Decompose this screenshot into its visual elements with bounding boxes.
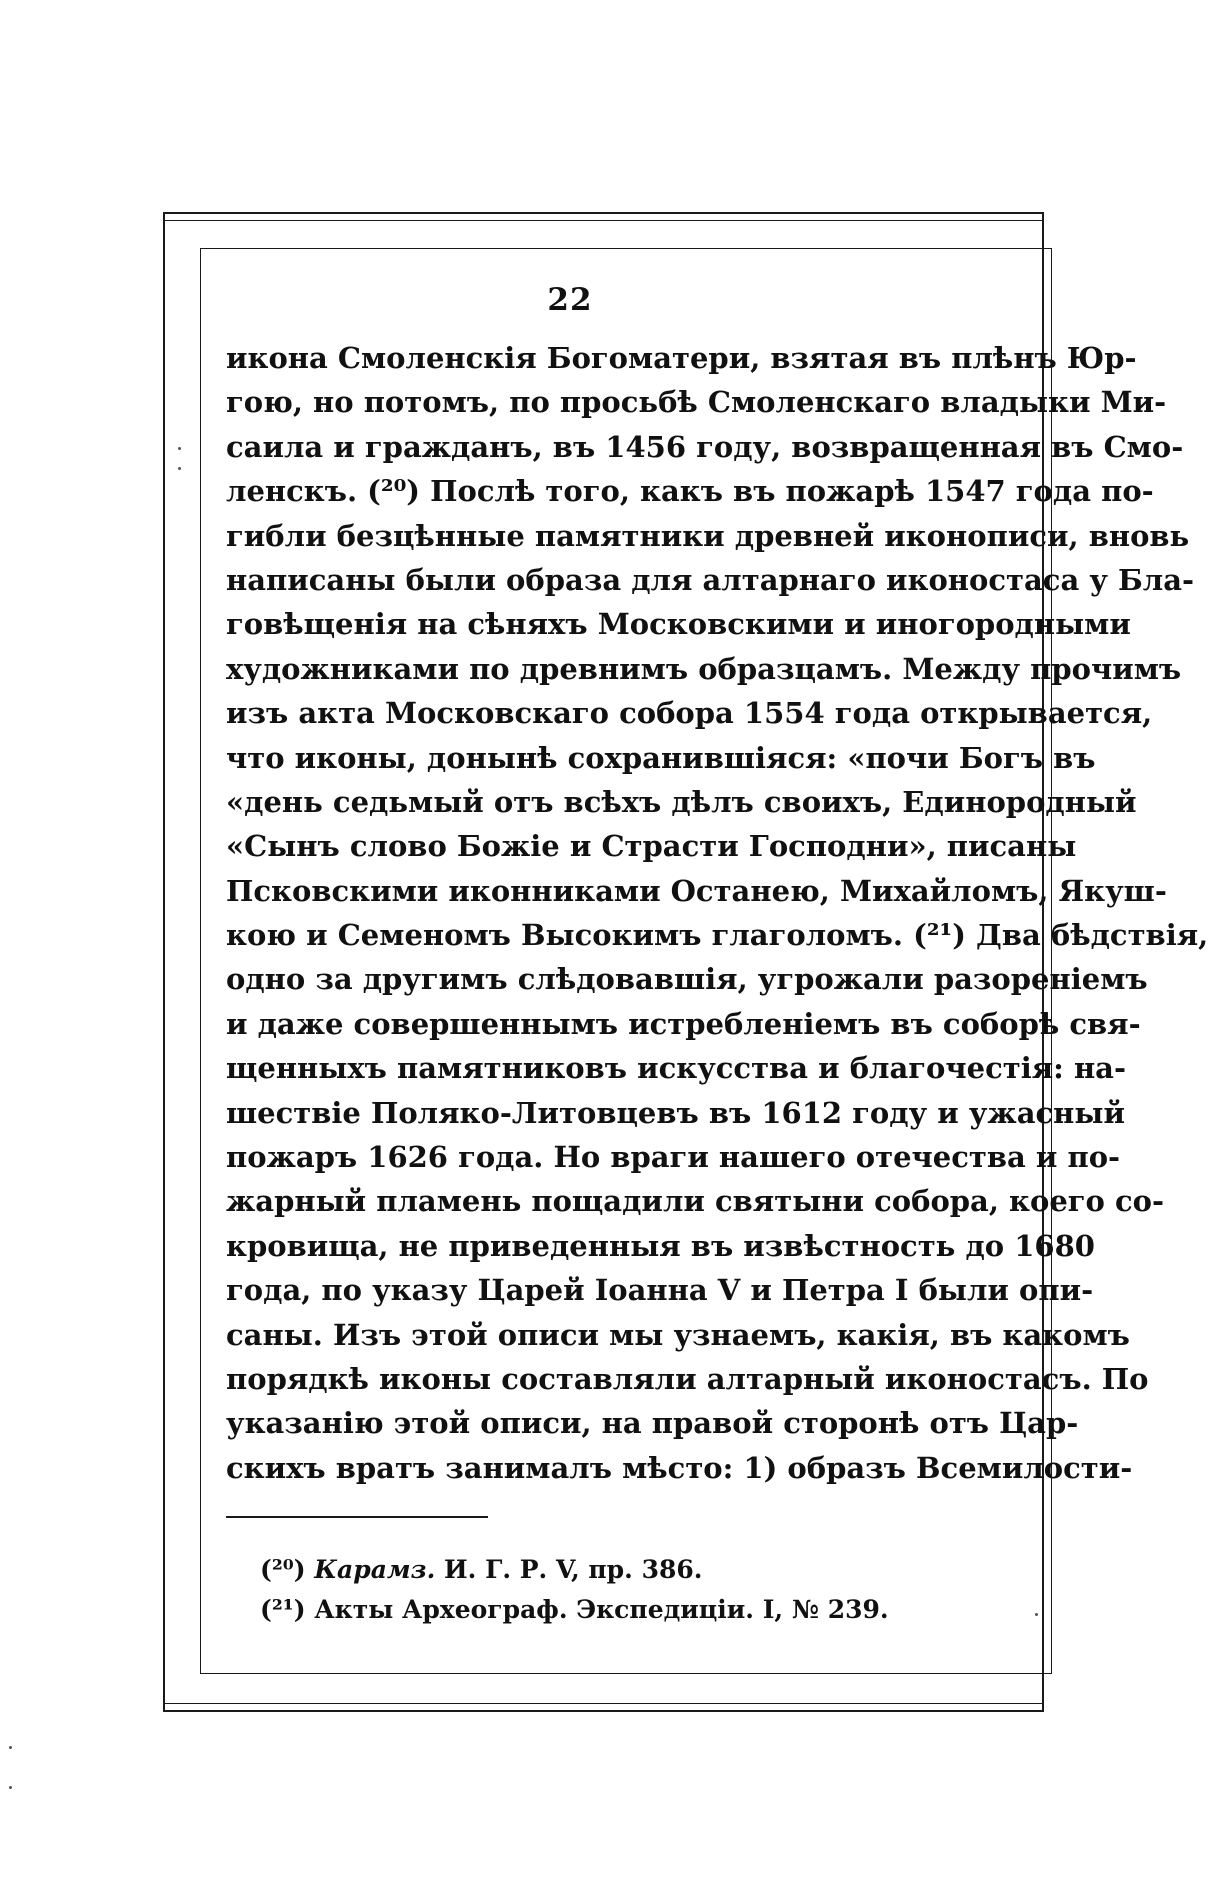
footnote-20 xyxy=(260,1550,960,1590)
text-line: «Сынъ слово Божіе и Страсти Господни», писаны xyxy=(226,829,1077,864)
page-number: 22 xyxy=(547,282,593,318)
text-line: саны. Изъ этой описи мы узнаемъ, какія, въ какомъ xyxy=(226,1317,1130,1352)
text-line: что иконы, донынѣ сохранившіяся: «почи Богъ въ xyxy=(226,740,1096,775)
text-line: скихъ вратъ занималъ мѣсто: 1) образъ Всемилости- xyxy=(226,1450,1133,1485)
text-line: жарный пламень пощадили святыни собора, коего со- xyxy=(226,1184,1165,1219)
body-text xyxy=(226,336,1208,1490)
text-line: пожаръ 1626 года. Но враги нашего отечества и по- xyxy=(226,1140,1121,1175)
text-line: порядкѣ иконы составляли алтарный иконостасъ. По xyxy=(226,1361,1149,1396)
text-line: саила и гражданъ, въ 1456 году, возвращенная въ Смо- xyxy=(226,429,1184,464)
footnotes xyxy=(260,1550,960,1630)
text-line: «день седьмый отъ всѣхъ дѣлъ своихъ, Единородный xyxy=(226,784,1137,819)
footnote-source: Карамз. xyxy=(314,1555,436,1584)
text-line: написаны были образа для алтарнаго иконостаса у Бла- xyxy=(226,562,1195,597)
text-line: года, по указу Царей Іоанна V и Петра I были опи- xyxy=(226,1273,1094,1308)
margin-speck xyxy=(1035,1613,1038,1616)
text-line: указанію этой описи, на правой сторонѣ отъ Цар- xyxy=(226,1406,1079,1441)
text-line: щенныхъ памятниковъ искусства и благочестія: на- xyxy=(226,1051,1126,1086)
footnote-separator xyxy=(226,1516,488,1518)
outer-frame-bottom-rule xyxy=(163,1703,1044,1704)
margin-speck xyxy=(9,1786,12,1789)
footnote-marker: (²⁰) xyxy=(260,1555,306,1584)
margin-speck xyxy=(178,467,181,470)
footnote-marker: (²¹) xyxy=(260,1595,306,1624)
footnote-21 xyxy=(260,1590,960,1630)
text-line: кою и Семеномъ Высокимъ глаголомъ. (²¹) Два бѣдствія, xyxy=(226,918,1208,953)
margin-speck xyxy=(178,447,181,450)
text-line: изъ акта Московскаго собора 1554 года открывается, xyxy=(226,696,1153,731)
outer-frame-top-rule xyxy=(163,220,1044,221)
text-line: икона Смоленскія Богоматери, взятая въ плѣнъ Юр- xyxy=(226,341,1137,375)
margin-speck xyxy=(9,1746,12,1749)
footnote-text: И. Г. Р. V, пр. 386. xyxy=(444,1555,703,1584)
text-line: Псковскими иконниками Останею, Михайломъ, Якуш- xyxy=(226,873,1167,908)
text-line: говѣщенія на сѣняхъ Московскими и иногородными xyxy=(226,607,1131,642)
text-line: кровища, не приведенныя въ извѣстность до 1680 xyxy=(226,1228,1095,1263)
text-line: шествіе Поляко-Литовцевъ въ 1612 году и ужасный xyxy=(226,1095,1125,1130)
text-line: гою, но потомъ, по просьбѣ Смоленскаго владыки Ми- xyxy=(226,385,1167,420)
text-line: одно за другимъ слѣдовавшія, угрожали разореніемъ xyxy=(226,962,1148,997)
text-line: гибли безцѣнные памятники древней иконописи, вновь xyxy=(226,518,1190,553)
footnote-text: Акты Археограф. Экспедиціи. I, № 239. xyxy=(314,1595,889,1624)
text-line: художниками по древнимъ образцамъ. Между прочимъ xyxy=(226,651,1182,686)
text-line: и даже совершеннымъ истребленіемъ въ соборѣ свя- xyxy=(226,1006,1141,1041)
text-line: ленскъ. (²⁰) Послѣ того, какъ въ пожарѣ 1547 года по- xyxy=(226,474,1154,509)
